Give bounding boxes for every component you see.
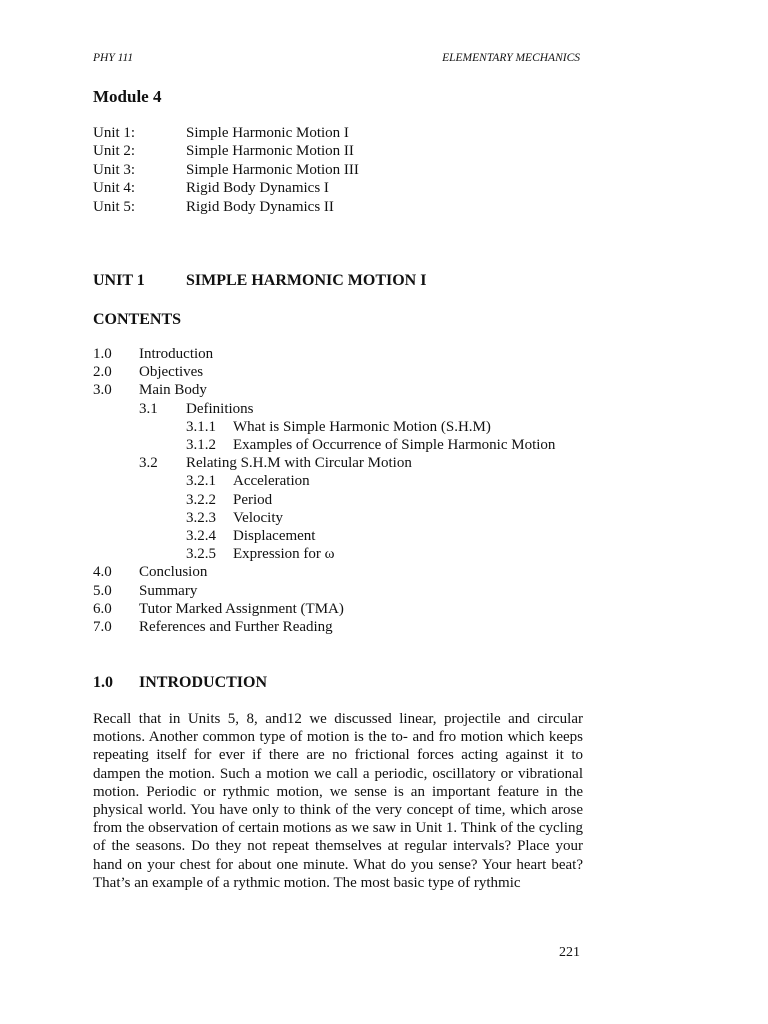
toc-item	[93, 509, 583, 527]
toc-title: Definitions	[186, 400, 254, 417]
unit-number: Unit 4:	[93, 180, 136, 197]
toc-item	[93, 600, 583, 618]
unit-title: Simple Harmonic Motion I	[186, 125, 349, 141]
unit-number: Unit 2:	[93, 143, 136, 160]
introduction-paragraph: Recall that in Units 5, 8, and12 we discussed linear, projectile and circular motions. Another common type of motion is the to- and fro motion which keeps repeating itself for ever if there are no frictional forces acting against it to dampen the motion. Such a motion we call a periodic, oscillatory or vibrational motion. Periodic or rythmic motion, we sense is an important feature in the physical world. You have only to think of the very concept of time, which arose from the observation of certain motions as we saw in Unit 1. Think of the cycling of the seasons. Do they not repeat themselves at regular intervals? Place your hand on your chest for about one minute. What do you sense? Your heart beat? That’s an example of a rythmic motion. The most basic type of rythmic	[93, 711, 583, 891]
unit-number: Unit 3:	[93, 161, 136, 178]
toc-title: Conclusion	[139, 564, 208, 581]
toc-number: 3.2.3	[186, 509, 216, 526]
toc-title: Introduction	[139, 346, 214, 362]
toc-number: 3.2.5	[186, 546, 216, 563]
toc-title: Main Body	[139, 382, 207, 399]
unit-number: Unit 1:	[93, 125, 136, 141]
toc-title: References and Further Reading	[139, 619, 333, 636]
toc-item	[93, 527, 583, 545]
unit-list-item	[93, 124, 359, 142]
toc-number: 1.0	[93, 346, 112, 362]
toc-item	[93, 582, 583, 600]
toc-item	[93, 545, 583, 563]
toc-number: 3.2.4	[186, 528, 216, 545]
introduction-heading	[93, 674, 267, 692]
toc-number: 4.0	[93, 564, 112, 581]
toc-title: Velocity	[233, 509, 283, 526]
toc-number: 3.2.1	[186, 473, 216, 490]
toc-item	[93, 491, 583, 509]
unit-list-item	[93, 198, 359, 216]
unit-list-item	[93, 142, 359, 160]
toc-title: What is Simple Harmonic Motion (S.H.M)	[233, 418, 491, 435]
toc-title: Displacement	[233, 528, 316, 545]
unit-heading	[93, 272, 426, 290]
module-title: Module 4	[93, 87, 162, 106]
toc-number: 3.0	[93, 382, 112, 399]
running-header-right: ELEMENTARY MECHANICS	[442, 52, 580, 64]
toc-number: 3.1.2	[186, 437, 216, 454]
unit-title: Simple Harmonic Motion II	[186, 143, 354, 160]
toc-item	[93, 381, 583, 399]
unit-title: Rigid Body Dynamics I	[186, 180, 329, 197]
toc-title: Acceleration	[233, 473, 310, 490]
toc-item	[93, 454, 583, 472]
toc-number: 3.2.2	[186, 491, 216, 508]
toc-number: 7.0	[93, 619, 112, 636]
toc-number: 3.1.1	[186, 418, 216, 435]
toc-item	[93, 618, 583, 636]
contents-title: CONTENTS	[93, 311, 182, 328]
toc-number: 2.0	[93, 364, 112, 381]
toc-number: 3.2	[139, 455, 158, 472]
unit-title: Simple Harmonic Motion III	[186, 161, 359, 178]
unit-heading-number: UNIT 1	[93, 272, 145, 289]
toc-item	[93, 563, 583, 581]
toc-number: 6.0	[93, 600, 112, 617]
toc-number: 5.0	[93, 582, 112, 599]
table-of-contents	[93, 345, 583, 636]
toc-title: Relating S.H.M with Circular Motion	[186, 455, 412, 472]
page-number: 221	[559, 945, 580, 960]
toc-item	[93, 472, 583, 490]
toc-title: Expression for ω	[233, 546, 335, 563]
unit-list	[93, 124, 359, 216]
toc-title-line: Examples of Occurrence of Simple Harmonic	[233, 437, 508, 454]
toc-item	[93, 436, 583, 454]
toc-title: Period	[233, 491, 273, 508]
toc-title: Summary	[139, 582, 198, 599]
introduction-heading-title: INTRODUCTION	[139, 674, 268, 691]
unit-number: Unit 5:	[93, 198, 136, 215]
toc-title	[233, 436, 583, 454]
toc-title-continuation: Motion	[511, 437, 556, 454]
unit-list-item	[93, 161, 359, 179]
toc-item	[93, 345, 583, 363]
unit-title: Rigid Body Dynamics II	[186, 198, 334, 215]
toc-title: Tutor Marked Assignment (TMA)	[139, 600, 344, 617]
unit-list-item	[93, 179, 359, 197]
toc-number: 3.1	[139, 400, 158, 417]
toc-item	[93, 418, 583, 436]
introduction-heading-number: 1.0	[93, 674, 113, 691]
toc-title: Objectives	[139, 364, 204, 381]
toc-item	[93, 363, 583, 381]
unit-heading-title: SIMPLE HARMONIC MOTION I	[186, 272, 427, 289]
running-header-left: PHY 111	[93, 52, 134, 64]
toc-item	[93, 400, 583, 418]
